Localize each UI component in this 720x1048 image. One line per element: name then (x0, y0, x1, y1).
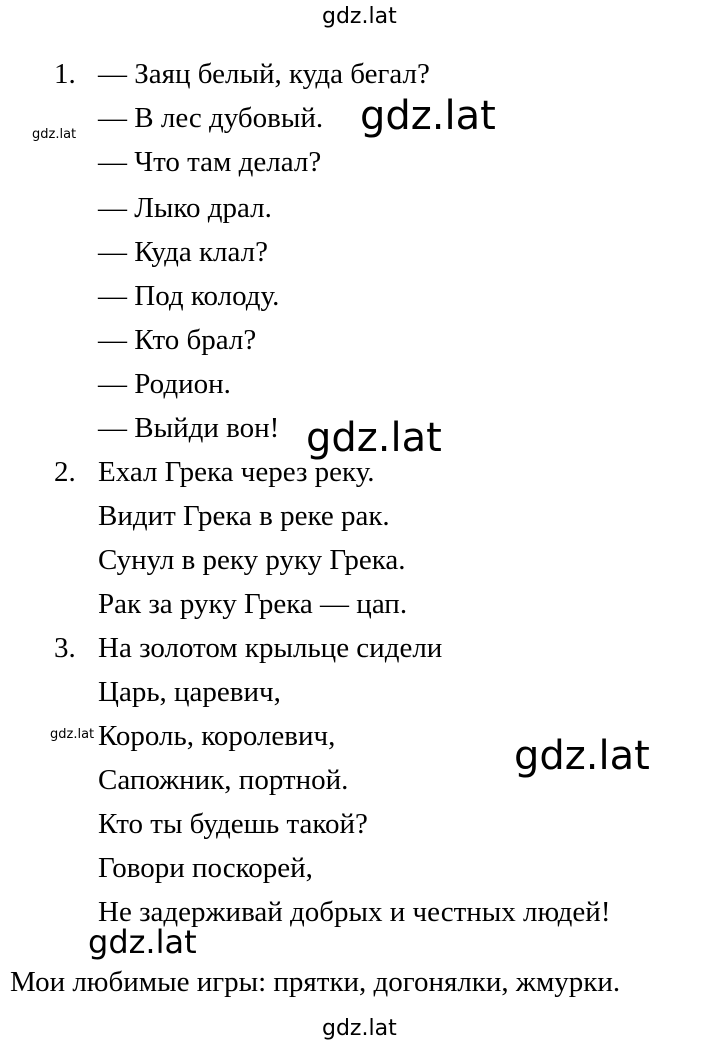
watermark-top: gdz.lat (322, 4, 397, 29)
watermark-big-2: gdz.lat (306, 415, 442, 461)
watermark-big-1: gdz.lat (360, 93, 496, 139)
poem-2-line-1: Ехал Грека через реку. (98, 456, 375, 488)
poem-1-line-5: — Куда клал? (98, 236, 268, 268)
poem-3-number: 3. (54, 632, 76, 664)
poem-1-line-4: — Лыко драл. (98, 192, 272, 224)
poem-2-line-4: Рак за руку Грека — цап. (98, 588, 408, 620)
poem-1-line-6: — Под колоду. (98, 280, 280, 312)
poem-1-number: 1. (54, 58, 76, 90)
poem-3-line-3: Король, королевич, (98, 720, 336, 752)
poem-3-line-1: На золотом крыльце сидели (98, 632, 443, 664)
watermark-bottom: gdz.lat (322, 1016, 397, 1041)
poem-1-line-8: — Родион. (98, 368, 231, 400)
watermark-left-2: gdz.lat (50, 727, 95, 742)
poem-3-line-2: Царь, царевич, (98, 676, 281, 708)
poem-2-line-3: Сунул в реку руку Грека. (98, 544, 406, 576)
poem-1-line-3: — Что там делал? (98, 146, 322, 178)
poem-3-line-4: Сапожник, портной. (98, 764, 349, 796)
poem-1-line-1: — Заяц белый, куда бегал? (98, 58, 430, 90)
favorite-games-line: Мои любимые игры: прятки, догонялки, жмурки. (10, 966, 621, 998)
watermark-left-1: gdz.lat (32, 127, 77, 142)
poem-3-line-6: Говори поскорей, (98, 852, 313, 884)
watermark-big-3: gdz.lat (514, 733, 650, 779)
watermark-big-4: gdz.lat (88, 923, 197, 961)
poem-1-line-2: — В лес дубовый. (98, 102, 324, 134)
poem-3-line-5: Кто ты будешь такой? (98, 808, 368, 840)
poem-1-line-9: — Выйди вон! (98, 412, 280, 444)
poem-2-number: 2. (54, 456, 76, 488)
poem-3-line-7: Не задерживай добрых и честных людей! (98, 896, 611, 928)
poem-2-line-2: Видит Грека в реке рак. (98, 500, 390, 532)
poem-1-line-7: — Кто брал? (98, 324, 257, 356)
